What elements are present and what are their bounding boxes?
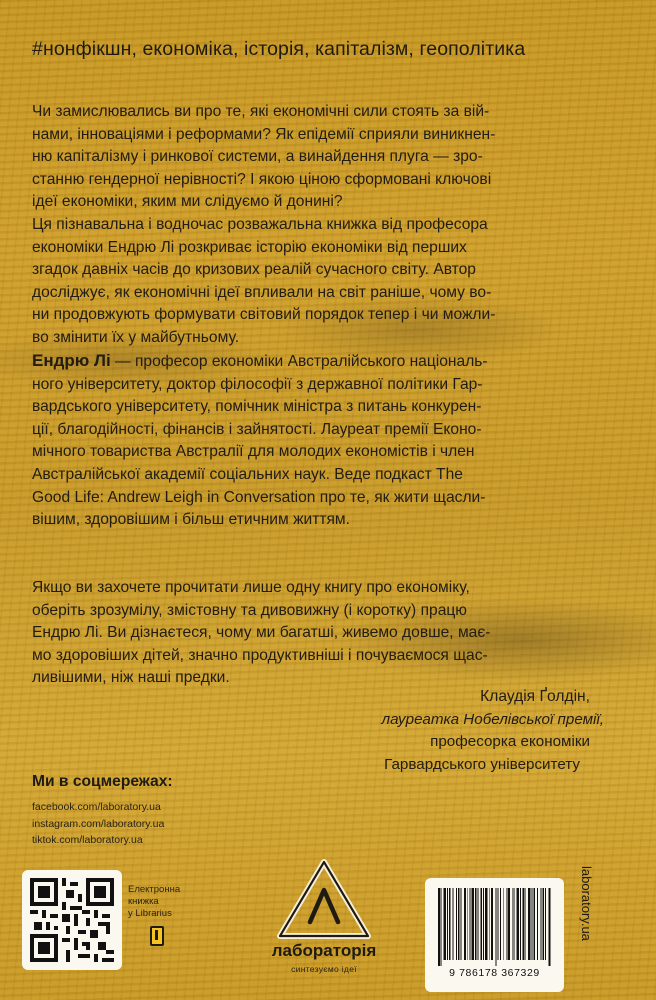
barcode-bar <box>525 888 526 960</box>
attribution-position: професорка економіки <box>430 733 590 751</box>
qr-code-graphic <box>30 878 114 962</box>
qr-code-icon[interactable] <box>22 870 122 970</box>
barcode-bar <box>475 888 477 960</box>
barcode-bar <box>452 888 453 960</box>
description-line: во змінити їх у майбутньому. <box>32 328 240 346</box>
barcode-bar <box>496 888 497 966</box>
barcode-bar <box>533 888 535 960</box>
quote-attribution <box>382 686 604 776</box>
laboratory-logo-icon <box>268 856 380 941</box>
barcode-bar <box>441 888 442 966</box>
quote-line: Ендрю Лі. Ви дізнаєтеся, чому ми багатші, живемо довше, має- <box>32 624 491 642</box>
barcode-bar <box>500 888 501 960</box>
description-line: згадок давніх часів до кризових реалій сучасного світу. Автор <box>32 261 476 279</box>
barcode-bar <box>506 888 507 960</box>
description-line: ню капіталізму і ринкової системи, а винайдення плуга — зро- <box>32 148 483 166</box>
ebook-line: книжка <box>128 896 159 907</box>
barcode-icon <box>425 878 564 992</box>
quote-line: мо здоровіших дітей, значно продуктивніші і почуваємося щас- <box>32 646 488 664</box>
barcode-bar <box>449 888 451 960</box>
publisher-url[interactable]: laboratory.ua <box>579 866 594 941</box>
barcode-bar <box>532 888 533 960</box>
barcode-bar <box>485 888 488 960</box>
description-line: Ця пізнавальна і водночас розважальна книжка від професора <box>32 215 488 233</box>
barcode-bar <box>520 888 521 960</box>
barcode-bar <box>458 888 460 960</box>
bio-line: вішим, здоровішим і більш етичним життям. <box>32 511 350 529</box>
bio-first-line <box>32 350 628 374</box>
description-line: Чи замислювались ви про те, які економічні сили стоять за вій- <box>32 103 490 120</box>
barcode-bar <box>537 888 538 960</box>
barcode-bar <box>443 888 446 960</box>
attribution-role: лауреатка Нобелівської премії, <box>381 710 604 728</box>
barcode-bar <box>541 888 542 960</box>
description-line: досліджує, як економічні ідеї впливали на світ раніше, чому во- <box>32 283 492 301</box>
review-quote <box>32 577 628 690</box>
logo-triangle-graphic <box>268 856 380 941</box>
attribution-affiliation: Гарвардського університету <box>384 755 580 773</box>
description-line: нами, інноваціями і реформами? Як епідемії сприяли виникнен- <box>32 125 496 143</box>
barcode-bar <box>497 888 498 960</box>
librarius-icon[interactable] <box>150 926 164 946</box>
ebook-line: Електронна <box>128 884 181 895</box>
barcode-bar <box>508 888 510 960</box>
author-bio <box>32 350 628 532</box>
tiktok-link[interactable]: tiktok.com/laboratory.ua <box>32 834 143 846</box>
barcode-bar <box>464 888 466 960</box>
author-name: Ендрю Лі <box>32 351 111 370</box>
bio-line: мічного товариства Австралії для молодих економістів і член <box>32 443 475 461</box>
description-paragraph <box>32 101 628 350</box>
barcode-bar <box>528 888 531 960</box>
description-line: ни продовжують формувати світовий порядок тепер і чи можли- <box>32 306 496 324</box>
barcode-bar <box>438 888 440 966</box>
barcode-bar <box>480 888 482 960</box>
bio-line: вардського університету, помічник міністра з питань конкурен- <box>32 398 482 416</box>
barcode-bar <box>523 888 525 960</box>
barcode-bar <box>512 888 513 960</box>
facebook-link[interactable]: facebook.com/laboratory.ua <box>32 801 161 813</box>
quote-line: ливішими, ніж наші предки. <box>32 669 230 687</box>
barcode-bar <box>447 888 448 960</box>
publisher-name: лабораторія <box>271 941 377 960</box>
social-links <box>32 799 164 849</box>
bio-line: ції, благодійності, фінансів і зайнятості. Лауреат премії Еконо- <box>32 420 482 438</box>
instagram-link[interactable]: instagram.com/laboratory.ua <box>32 817 165 830</box>
attribution-name: Клаудія Ґолдін, <box>480 688 590 705</box>
barcode-bars <box>438 888 551 966</box>
ebook-line: у Librarius <box>128 908 172 919</box>
barcode-bar <box>471 888 474 960</box>
barcode-bar <box>491 888 493 960</box>
description-line: економіки Ендрю Лі розкриває історію економіки від перших <box>32 238 467 256</box>
bio-line: Австралійської академії соціальних наук. Веде подкаст The <box>32 465 463 483</box>
description-line: ідеї економіки, яким ми слідуємо й донині? <box>32 193 343 211</box>
social-title: Ми в соцмережах: <box>32 773 173 790</box>
barcode-bar <box>489 888 490 960</box>
barcode-bar <box>461 888 462 960</box>
quote-line: оберіть зрозумілу, змістовну та дивовижну (і коротку) працю <box>32 601 468 619</box>
bio-line: Good Life: Andrew Leigh in Conversation про те, як жити щасли- <box>32 488 486 506</box>
barcode-bar <box>483 888 484 960</box>
barcode-bar <box>549 888 551 966</box>
barcode-bar <box>514 888 515 960</box>
barcode-bar <box>516 888 519 960</box>
description-line: станню гендерної нерівності? І якою ціною сформовані ключові <box>32 170 492 188</box>
isbn-number: 9 786178 367329 <box>449 967 540 979</box>
barcode-bar <box>478 888 479 960</box>
barcode-bar <box>470 888 471 960</box>
barcode-bar <box>542 888 544 960</box>
barcode-bar <box>503 888 504 960</box>
bio-line: — професор економіки Австралійського національ- <box>110 353 488 370</box>
publisher-tagline: синтезуємо ідеї <box>291 964 357 974</box>
quote-line: Якщо ви захочете прочитати лише одну книгу про економіку, <box>32 579 470 596</box>
ebook-note <box>128 884 180 920</box>
barcode-bar <box>467 888 468 960</box>
barcode-bar <box>545 888 546 960</box>
barcode-bar <box>456 888 457 960</box>
hashtags: #нонфікшн, економіка, історія, капіталізм, геополітика <box>32 38 526 60</box>
bio-line: ного університету, доктор філософії з державної політики Гар- <box>32 375 483 393</box>
